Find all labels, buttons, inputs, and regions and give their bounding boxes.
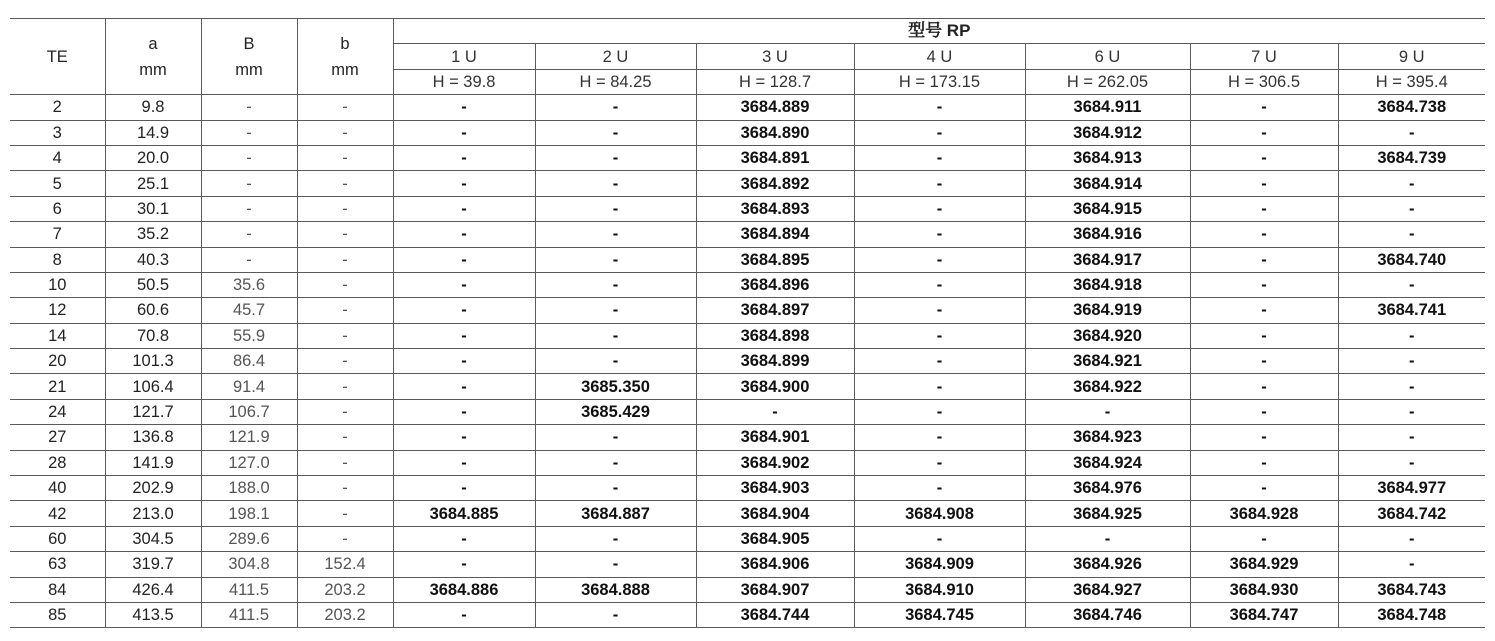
cell-code: 3684.905 — [696, 526, 854, 551]
cell-code: 3684.925 — [1025, 501, 1190, 526]
table-row — [10, 145, 1485, 170]
cell-b: - — [297, 272, 393, 297]
cell-code: 3684.744 — [696, 602, 854, 627]
cell-code: - — [393, 602, 535, 627]
cell-code: - — [854, 95, 1025, 120]
cell-code: - — [535, 349, 696, 374]
cell-te: 4 — [10, 145, 105, 170]
cell-code: 3685.350 — [535, 374, 696, 399]
cell-B: - — [201, 247, 297, 272]
cell-code: 3684.929 — [1190, 552, 1338, 577]
cell-a: 136.8 — [105, 425, 201, 450]
cell-te: 3 — [10, 120, 105, 145]
cell-a: 121.7 — [105, 399, 201, 424]
cell-code: - — [393, 476, 535, 501]
cell-code: - — [535, 298, 696, 323]
cell-code: - — [1190, 145, 1338, 170]
cell-code: 3684.885 — [393, 501, 535, 526]
cell-code: 3684.893 — [696, 196, 854, 221]
cell-B: 304.8 — [201, 552, 297, 577]
cell-code: 3684.922 — [1025, 374, 1190, 399]
cell-code: - — [535, 247, 696, 272]
cell-code: 3684.748 — [1338, 602, 1485, 627]
cell-code: - — [393, 399, 535, 424]
table-row — [10, 374, 1485, 399]
cell-a: 426.4 — [105, 577, 201, 602]
cell-code: - — [1338, 222, 1485, 247]
cell-code: 3684.904 — [696, 501, 854, 526]
cell-B: - — [201, 145, 297, 170]
cell-code: - — [854, 120, 1025, 145]
cell-b: 152.4 — [297, 552, 393, 577]
model-height-5: H = 306.5 — [1190, 69, 1338, 94]
cell-code: 3684.907 — [696, 577, 854, 602]
cell-code: 3684.891 — [696, 145, 854, 170]
cell-a: 25.1 — [105, 171, 201, 196]
cell-code: - — [393, 222, 535, 247]
cell-code: - — [1190, 323, 1338, 348]
cell-te: 42 — [10, 501, 105, 526]
cell-code: - — [854, 323, 1025, 348]
cell-code: 3684.911 — [1025, 95, 1190, 120]
cell-code: - — [535, 95, 696, 120]
cell-code: - — [393, 450, 535, 475]
cell-B: 35.6 — [201, 272, 297, 297]
cell-code: - — [1190, 298, 1338, 323]
cell-code: 3684.886 — [393, 577, 535, 602]
cell-B: 55.9 — [201, 323, 297, 348]
cell-te: 40 — [10, 476, 105, 501]
table-row — [10, 171, 1485, 196]
cell-code: 3684.908 — [854, 501, 1025, 526]
cell-code: - — [535, 222, 696, 247]
cell-code: - — [854, 425, 1025, 450]
model-header-5: 7 U — [1190, 44, 1338, 69]
cell-b: - — [297, 120, 393, 145]
cell-code: 3684.897 — [696, 298, 854, 323]
cell-code: 3684.743 — [1338, 577, 1485, 602]
cell-B: 411.5 — [201, 602, 297, 627]
cell-code: 3684.915 — [1025, 196, 1190, 221]
table-row — [10, 501, 1485, 526]
cell-code: - — [1338, 196, 1485, 221]
part-number-table — [10, 18, 1485, 628]
table-row — [10, 349, 1485, 374]
cell-a: 70.8 — [105, 323, 201, 348]
table-row — [10, 272, 1485, 297]
cell-te: 6 — [10, 196, 105, 221]
cell-a: 202.9 — [105, 476, 201, 501]
cell-code: - — [535, 476, 696, 501]
col-header-B — [201, 19, 297, 95]
cell-code: - — [1338, 526, 1485, 551]
cell-code: 3684.903 — [696, 476, 854, 501]
cell-code: - — [1338, 120, 1485, 145]
cell-code: 3684.924 — [1025, 450, 1190, 475]
cell-code: - — [1190, 247, 1338, 272]
table-row — [10, 526, 1485, 551]
cell-a: 20.0 — [105, 145, 201, 170]
col-header-te: TE — [10, 19, 105, 95]
cell-te: 60 — [10, 526, 105, 551]
cell-code: 3684.916 — [1025, 222, 1190, 247]
cell-a: 60.6 — [105, 298, 201, 323]
cell-code: - — [1190, 222, 1338, 247]
cell-code: 3684.918 — [1025, 272, 1190, 297]
cell-code: - — [393, 272, 535, 297]
table-row — [10, 552, 1485, 577]
cell-te: 85 — [10, 602, 105, 627]
cell-B: - — [201, 95, 297, 120]
cell-B: 127.0 — [201, 450, 297, 475]
col-header-B-label: B — [243, 34, 255, 53]
cell-code: 3684.900 — [696, 374, 854, 399]
cell-code: - — [696, 399, 854, 424]
cell-code: - — [535, 145, 696, 170]
cell-code: 3684.912 — [1025, 120, 1190, 145]
cell-te: 63 — [10, 552, 105, 577]
cell-code: 3684.890 — [696, 120, 854, 145]
cell-code: - — [854, 222, 1025, 247]
cell-code: 3684.914 — [1025, 171, 1190, 196]
cell-b: - — [297, 425, 393, 450]
cell-code: 3684.889 — [696, 95, 854, 120]
cell-b: 203.2 — [297, 602, 393, 627]
cell-a: 30.1 — [105, 196, 201, 221]
cell-code: - — [393, 145, 535, 170]
model-height-3: H = 173.15 — [854, 69, 1025, 94]
cell-code: - — [1338, 552, 1485, 577]
cell-code: - — [854, 349, 1025, 374]
col-header-a-unit: mm — [139, 60, 167, 79]
cell-code: - — [535, 323, 696, 348]
cell-code: 3684.920 — [1025, 323, 1190, 348]
table-row — [10, 425, 1485, 450]
cell-code: - — [1338, 171, 1485, 196]
cell-code: 3684.887 — [535, 501, 696, 526]
cell-code: 3684.742 — [1338, 501, 1485, 526]
table-row — [10, 399, 1485, 424]
cell-code: - — [1190, 399, 1338, 424]
cell-code: - — [854, 272, 1025, 297]
model-header-3: 4 U — [854, 44, 1025, 69]
cell-code: 3684.901 — [696, 425, 854, 450]
cell-te: 20 — [10, 349, 105, 374]
col-header-b — [297, 19, 393, 95]
cell-B: 188.0 — [201, 476, 297, 501]
cell-code: - — [393, 323, 535, 348]
cell-b: - — [297, 323, 393, 348]
cell-code: 3684.927 — [1025, 577, 1190, 602]
model-height-2: H = 128.7 — [696, 69, 854, 94]
cell-B: 45.7 — [201, 298, 297, 323]
cell-B: - — [201, 120, 297, 145]
cell-code: 3684.888 — [535, 577, 696, 602]
cell-a: 14.9 — [105, 120, 201, 145]
cell-code: - — [1190, 272, 1338, 297]
cell-B: - — [201, 222, 297, 247]
table-row — [10, 222, 1485, 247]
cell-b: - — [297, 95, 393, 120]
cell-code: - — [1338, 323, 1485, 348]
cell-B: 106.7 — [201, 399, 297, 424]
cell-code: - — [1190, 196, 1338, 221]
cell-te: 2 — [10, 95, 105, 120]
cell-code: - — [854, 374, 1025, 399]
cell-code: - — [854, 476, 1025, 501]
cell-code: 3684.895 — [696, 247, 854, 272]
cell-code: - — [393, 526, 535, 551]
model-height-6: H = 395.4 — [1338, 69, 1485, 94]
cell-code: 3684.738 — [1338, 95, 1485, 120]
cell-code: - — [854, 196, 1025, 221]
cell-a: 213.0 — [105, 501, 201, 526]
cell-code: 3684.899 — [696, 349, 854, 374]
cell-code: 3684.928 — [1190, 501, 1338, 526]
cell-code: 3684.746 — [1025, 602, 1190, 627]
cell-code: - — [1190, 374, 1338, 399]
cell-code: - — [1338, 399, 1485, 424]
cell-code: 3684.930 — [1190, 577, 1338, 602]
cell-code: - — [1190, 349, 1338, 374]
cell-te: 5 — [10, 171, 105, 196]
cell-code: - — [535, 120, 696, 145]
cell-B: 411.5 — [201, 577, 297, 602]
col-header-a — [105, 19, 201, 95]
cell-code: - — [854, 247, 1025, 272]
col-header-b-label: b — [340, 34, 350, 53]
cell-code: - — [393, 120, 535, 145]
cell-code: 3684.977 — [1338, 476, 1485, 501]
cell-code: 3684.919 — [1025, 298, 1190, 323]
cell-b: - — [297, 171, 393, 196]
model-header-0: 1 U — [393, 44, 535, 69]
cell-code: - — [1190, 425, 1338, 450]
cell-B: 91.4 — [201, 374, 297, 399]
col-header-b-unit: mm — [331, 60, 359, 79]
cell-code: - — [1190, 95, 1338, 120]
cell-b: - — [297, 399, 393, 424]
table-row — [10, 95, 1485, 120]
cell-a: 141.9 — [105, 450, 201, 475]
model-height-0: H = 39.8 — [393, 69, 535, 94]
cell-te: 21 — [10, 374, 105, 399]
cell-code: - — [393, 298, 535, 323]
cell-a: 319.7 — [105, 552, 201, 577]
cell-code: - — [1190, 450, 1338, 475]
cell-code: 3684.892 — [696, 171, 854, 196]
cell-code: - — [1190, 476, 1338, 501]
cell-b: - — [297, 222, 393, 247]
cell-code: - — [535, 171, 696, 196]
cell-b: - — [297, 298, 393, 323]
cell-code: 3684.913 — [1025, 145, 1190, 170]
cell-code: 3684.894 — [696, 222, 854, 247]
cell-code: - — [393, 171, 535, 196]
cell-te: 84 — [10, 577, 105, 602]
cell-code: - — [1190, 526, 1338, 551]
cell-a: 106.4 — [105, 374, 201, 399]
table-row — [10, 196, 1485, 221]
cell-b: - — [297, 374, 393, 399]
cell-code: - — [1338, 450, 1485, 475]
cell-a: 413.5 — [105, 602, 201, 627]
cell-te: 28 — [10, 450, 105, 475]
table-row — [10, 577, 1485, 602]
cell-code: 3684.747 — [1190, 602, 1338, 627]
cell-code: - — [1338, 349, 1485, 374]
table-body — [10, 95, 1485, 628]
cell-a: 35.2 — [105, 222, 201, 247]
cell-te: 27 — [10, 425, 105, 450]
cell-a: 101.3 — [105, 349, 201, 374]
cell-b: 203.2 — [297, 577, 393, 602]
model-header-6: 9 U — [1338, 44, 1485, 69]
cell-code: 3684.976 — [1025, 476, 1190, 501]
cell-code: - — [1025, 399, 1190, 424]
cell-code: - — [393, 425, 535, 450]
cell-code: - — [854, 298, 1025, 323]
cell-code: 3684.902 — [696, 450, 854, 475]
cell-code: - — [854, 450, 1025, 475]
cell-code: - — [393, 349, 535, 374]
cell-code: - — [854, 145, 1025, 170]
cell-b: - — [297, 450, 393, 475]
cell-code: - — [535, 272, 696, 297]
table-row — [10, 247, 1485, 272]
cell-code: - — [535, 450, 696, 475]
cell-B: - — [201, 196, 297, 221]
cell-code: - — [1190, 120, 1338, 145]
table-row — [10, 323, 1485, 348]
cell-code: - — [854, 399, 1025, 424]
cell-B: - — [201, 171, 297, 196]
cell-a: 50.5 — [105, 272, 201, 297]
table-row — [10, 476, 1485, 501]
cell-b: - — [297, 247, 393, 272]
table-row — [10, 450, 1485, 475]
cell-code: 3684.745 — [854, 602, 1025, 627]
cell-te: 7 — [10, 222, 105, 247]
cell-code: - — [535, 526, 696, 551]
cell-code: - — [535, 425, 696, 450]
cell-b: - — [297, 526, 393, 551]
cell-te: 12 — [10, 298, 105, 323]
table-row — [10, 298, 1485, 323]
cell-code: - — [1338, 425, 1485, 450]
cell-code: - — [393, 196, 535, 221]
cell-code: 3684.909 — [854, 552, 1025, 577]
cell-B: 86.4 — [201, 349, 297, 374]
cell-B: 289.6 — [201, 526, 297, 551]
model-header-2: 3 U — [696, 44, 854, 69]
model-height-1: H = 84.25 — [535, 69, 696, 94]
cell-code: - — [393, 552, 535, 577]
col-header-a-label: a — [148, 34, 158, 53]
cell-code: 3684.739 — [1338, 145, 1485, 170]
cell-code: - — [535, 602, 696, 627]
cell-b: - — [297, 145, 393, 170]
group-header-model-rp: 型号 RP — [393, 19, 1485, 44]
cell-code: - — [1338, 374, 1485, 399]
cell-code: - — [1025, 526, 1190, 551]
cell-b: - — [297, 349, 393, 374]
cell-code: 3684.926 — [1025, 552, 1190, 577]
cell-code: - — [535, 552, 696, 577]
cell-code: 3684.896 — [696, 272, 854, 297]
cell-code: 3684.921 — [1025, 349, 1190, 374]
cell-code: - — [393, 374, 535, 399]
cell-a: 304.5 — [105, 526, 201, 551]
cell-code: 3684.898 — [696, 323, 854, 348]
cell-B: 198.1 — [201, 501, 297, 526]
cell-b: - — [297, 196, 393, 221]
cell-code: - — [535, 196, 696, 221]
cell-te: 24 — [10, 399, 105, 424]
cell-code: - — [393, 95, 535, 120]
model-header-4: 6 U — [1025, 44, 1190, 69]
cell-a: 40.3 — [105, 247, 201, 272]
table-row — [10, 120, 1485, 145]
cell-b: - — [297, 501, 393, 526]
cell-code: - — [1190, 171, 1338, 196]
cell-code: 3684.923 — [1025, 425, 1190, 450]
cell-code: 3684.917 — [1025, 247, 1190, 272]
cell-code: 3684.910 — [854, 577, 1025, 602]
model-height-4: H = 262.05 — [1025, 69, 1190, 94]
cell-code: 3684.740 — [1338, 247, 1485, 272]
cell-code: 3685.429 — [535, 399, 696, 424]
model-header-1: 2 U — [535, 44, 696, 69]
cell-B: 121.9 — [201, 425, 297, 450]
spec-table-container — [10, 18, 1485, 628]
cell-te: 8 — [10, 247, 105, 272]
table-row — [10, 602, 1485, 627]
cell-code: - — [854, 526, 1025, 551]
cell-b: - — [297, 476, 393, 501]
cell-code: 3684.741 — [1338, 298, 1485, 323]
cell-code: 3684.906 — [696, 552, 854, 577]
cell-te: 14 — [10, 323, 105, 348]
cell-code: - — [393, 247, 535, 272]
cell-code: - — [1338, 272, 1485, 297]
cell-code: - — [854, 171, 1025, 196]
cell-te: 10 — [10, 272, 105, 297]
cell-a: 9.8 — [105, 95, 201, 120]
col-header-B-unit: mm — [235, 60, 263, 79]
